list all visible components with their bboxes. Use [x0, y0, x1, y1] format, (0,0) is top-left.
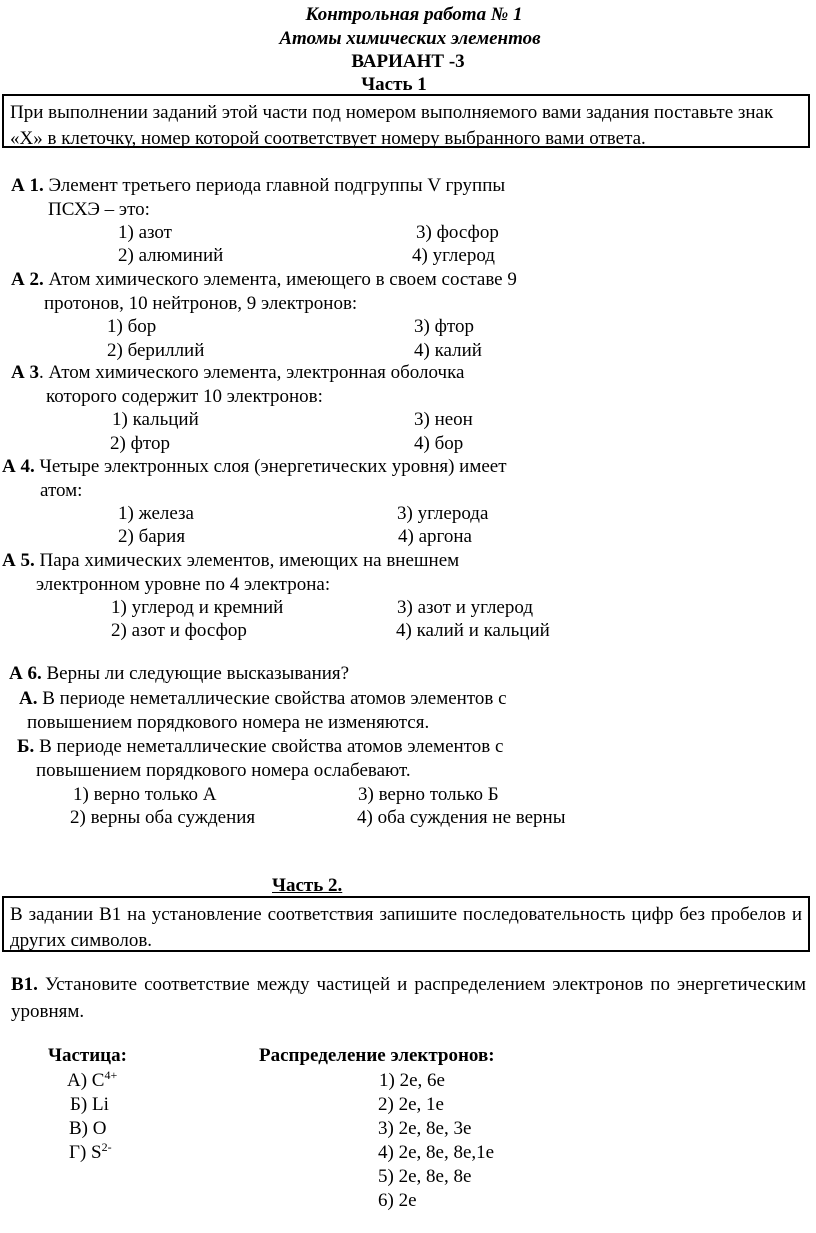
statement-b: [17, 737, 503, 756]
particle-item: Б) Li: [70, 1094, 109, 1115]
question-a3-stem-cont: которого содержит 10 электронов:: [46, 386, 323, 407]
question-a1-stem: [11, 176, 505, 195]
instruction-text: В задании В1 на установление соответствия запишите последовательность цифр без пробелов и других символов.: [10, 904, 802, 951]
question-number: А 1.: [11, 175, 44, 196]
column-header-particle: Частица:: [48, 1045, 127, 1066]
question-number: А 6.: [9, 663, 42, 684]
distribution-item: 5) 2е, 8е, 8е: [378, 1166, 472, 1187]
distribution-item: 6) 2е: [378, 1190, 417, 1211]
answer-option: 3) верно только Б: [358, 784, 499, 805]
answer-option: 1) верно только А: [73, 784, 217, 805]
variant-label: ВАРИАНТ -3: [351, 51, 465, 72]
answer-option: 4) калий и кальций: [396, 620, 550, 641]
instruction-box-part1: [2, 94, 810, 148]
question-number: А 3: [11, 362, 39, 383]
question-number: В1.: [11, 974, 38, 995]
distribution-item: 2) 2е, 1е: [378, 1094, 444, 1115]
answer-option: 4) аргона: [398, 526, 472, 547]
answer-option: 3) фосфор: [416, 222, 499, 243]
answer-option: 1) азот: [118, 222, 172, 243]
answer-option: 1) бор: [107, 316, 157, 337]
question-text: Элемент третьего периода главной подгруппы V группы: [43, 175, 506, 196]
particle-item: Г) $S^{2-}$: [69, 1140, 112, 1163]
answer-option: 3) углерода: [397, 503, 489, 524]
part1-heading: Часть 1: [361, 74, 427, 95]
particle-item: А) $С^{4+}$: [67, 1068, 118, 1091]
question-text: . Атом химического элемента, электронная оболочка: [38, 362, 465, 383]
instruction-text: При выполнении заданий этой части под номером выполняемого вами задания поставьте знак «Х» в клеточку, номер которой соответствует номеру выбранного вами ответа.: [10, 102, 774, 149]
answer-option: 2) азот и фосфор: [111, 620, 247, 641]
question-text: Пара химических элементов, имеющих на внешнем: [34, 550, 460, 571]
question-a6-stem: [9, 664, 349, 683]
particle-item: В) О: [69, 1118, 107, 1139]
answer-option: 4) калий: [414, 340, 482, 361]
answer-option: 3) азот и углерод: [397, 597, 533, 618]
answer-option: 2) алюминий: [118, 245, 224, 266]
instruction-box-part2: [2, 896, 810, 952]
statement-text: В периоде неметаллические свойства атомов элементов с: [37, 688, 507, 709]
answer-option: 1) железа: [118, 503, 194, 524]
question-text: Верны ли следующие высказывания?: [41, 663, 350, 684]
question-number: А 5.: [2, 550, 35, 571]
distribution-item: 1) 2е, 6е: [379, 1070, 445, 1091]
answer-option: 2) бария: [118, 526, 186, 547]
answer-option: 4) углерод: [412, 245, 495, 266]
question-number: А 2.: [11, 269, 44, 290]
statement-text: В периоде неметаллические свойства атомов элементов с: [34, 736, 504, 757]
answer-option: 1) кальций: [112, 409, 199, 430]
statement-a: [19, 689, 507, 708]
question-a5-stem-cont: электронном уровне по 4 электрона:: [36, 574, 331, 595]
question-a2-stem: [11, 270, 517, 289]
statement-label: Б.: [17, 736, 35, 757]
question-a1-stem-cont: ПСХЭ – это:: [48, 199, 150, 220]
statement-b-cont: повышением порядкового номера ослабевают.: [36, 760, 411, 781]
test-subtitle: Атомы химических элементов: [279, 28, 541, 49]
question-number: А 4.: [2, 456, 35, 477]
question-text: Установите соответствие между частицей и распределением электронов по энергетическим уровням.: [11, 974, 806, 1022]
question-a4-stem-cont: атом:: [40, 480, 83, 501]
question-a3-stem: [11, 363, 464, 382]
part2-heading: Часть 2.: [272, 875, 343, 896]
question-a5-stem: [2, 551, 459, 570]
question-b1-stem: [11, 971, 806, 1025]
answer-option: 1) углерод и кремний: [111, 597, 284, 618]
answer-option: 3) неон: [414, 409, 473, 430]
statement-label: А.: [19, 688, 38, 709]
answer-option: 2) бериллий: [107, 340, 205, 361]
question-a4-stem: [2, 457, 507, 476]
answer-option: 4) оба суждения не верны: [357, 807, 566, 828]
answer-option: 3) фтор: [414, 316, 474, 337]
test-title: Контрольная работа № 1: [305, 4, 523, 25]
answer-option: 2) верны оба суждения: [70, 807, 256, 828]
question-text: Четыре электронных слоя (энергетических уровня) имеет: [34, 456, 507, 477]
answer-option: 4) бор: [414, 433, 464, 454]
question-text: Атом химического элемента, имеющего в своем составе 9: [43, 269, 517, 290]
column-header-distribution: Распределение электронов:: [259, 1045, 495, 1066]
answer-option: 2) фтор: [110, 433, 170, 454]
distribution-item: 4) 2е, 8е, 8е,1е: [378, 1142, 495, 1163]
question-a2-stem-cont: протонов, 10 нейтронов, 9 электронов:: [44, 293, 358, 314]
distribution-item: 3) 2е, 8е, 3е: [378, 1118, 472, 1139]
statement-a-cont: повышением порядкового номера не изменяются.: [27, 712, 430, 733]
